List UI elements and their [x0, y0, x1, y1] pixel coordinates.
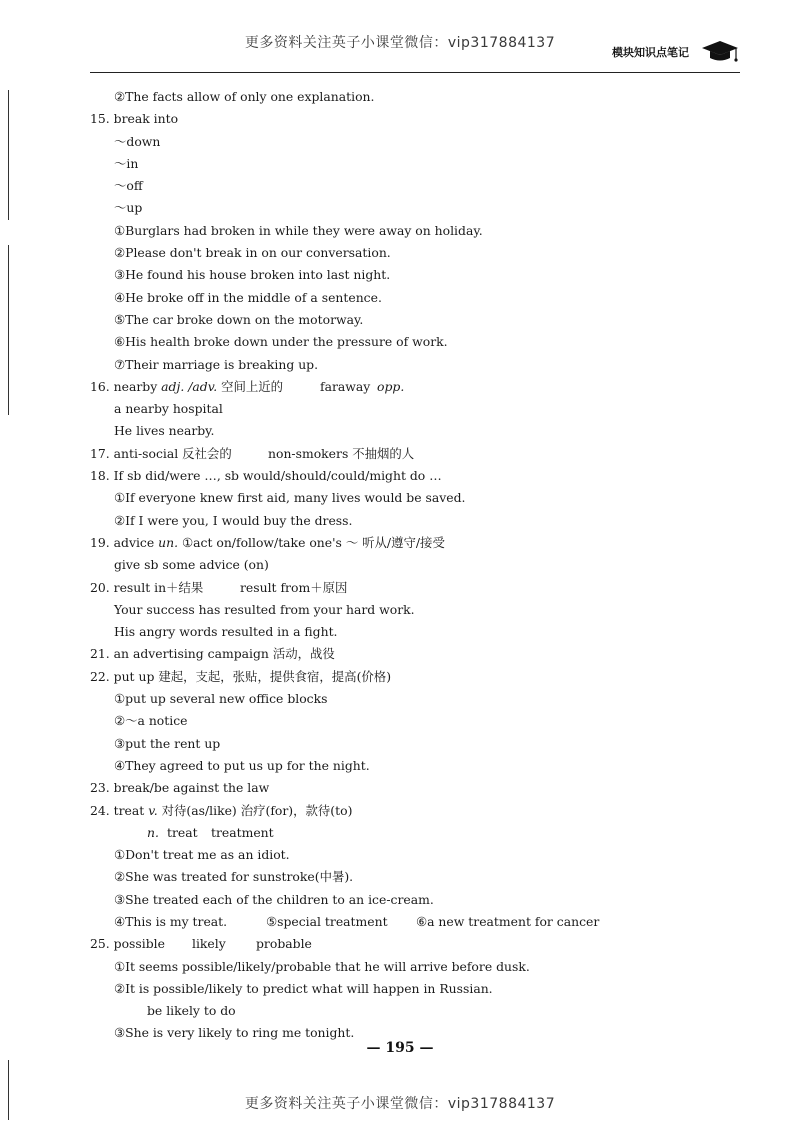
example-line: ⑥His health broke down under the pressure of work. [114, 334, 448, 350]
phrase-line: be likely to do [147, 1003, 236, 1019]
example-line: ①If everyone knew first aid, many lives would be saved. [114, 490, 466, 506]
entry-term: 16. nearby [90, 378, 158, 394]
entry-heading [90, 443, 740, 465]
phrase-line: ～down [114, 133, 161, 149]
entry-heading: 22. put up 建起，支起，张贴，提供食宿，提高(价格) [90, 668, 392, 684]
header-rule [90, 72, 740, 73]
example-line: a nearby hospital [114, 401, 223, 417]
example-line: ①Don't treat me as an idiot. [114, 847, 290, 863]
header-badge: 模块知识点笔记 [612, 46, 689, 59]
entry-term: 25. possible [90, 936, 165, 952]
part-of-speech: adj. /adv. [161, 378, 218, 394]
example-line [90, 911, 740, 933]
example-line: ②It is possible/likely to predict what will happen in Russian. [114, 980, 493, 996]
part-of-speech: v. [148, 802, 158, 818]
example-line: ④They agreed to put us up for the night. [114, 757, 370, 773]
example-item: ⑥a new treatment for cancer [416, 913, 600, 929]
example-line: ②Please don't break in on our conversation. [114, 245, 391, 261]
noun-forms-line [90, 822, 740, 844]
graduation-cap-icon [700, 38, 740, 64]
entry-heading [90, 376, 740, 398]
entry-term: non-smokers 不抽烟的人 [268, 445, 415, 461]
antonym-label: opp. [377, 378, 405, 394]
example-line: ③He found his house broken into last night. [114, 267, 391, 283]
entry-term: 17. anti-social 反社会的 [90, 445, 232, 461]
example-line: ②She was treated for sunstroke(中暑). [114, 869, 354, 885]
noun-form: treat [167, 824, 198, 840]
entry-term: probable [256, 936, 312, 952]
entry-term: result from＋原因 [240, 579, 348, 595]
phrase-line: ～up [114, 200, 143, 216]
part-of-speech: un. [158, 534, 179, 550]
part-of-speech: n. [147, 824, 159, 840]
notes-content [90, 86, 740, 1045]
example-line: Your success has resulted from your hard work. [114, 601, 415, 617]
example-line: ③She treated each of the children to an ice-cream. [114, 891, 434, 907]
entry-heading [90, 532, 740, 554]
example-line: ②If I were you, I would buy the dress. [114, 512, 353, 528]
left-margin-line [8, 90, 9, 220]
example-line: ②～a notice [114, 713, 188, 729]
example-line: ④He broke off in the middle of a sentence. [114, 289, 382, 305]
example-line: ①Burglars had broken in while they were away on holiday. [114, 222, 483, 238]
example-line: ①It seems possible/likely/probable that he will arrive before dusk. [114, 958, 530, 974]
entry-gloss: 对待(as/like) 治疗(for)，款待(to) [161, 802, 353, 818]
entry-term: 20. result in＋结果 [90, 579, 204, 595]
example-line: ⑤The car broke down on the motorway. [114, 311, 364, 327]
example-line: ②The facts allow of only one explanation. [114, 89, 375, 104]
example-line: ③put the rent up [114, 735, 221, 751]
entry-term: likely [192, 936, 226, 952]
example-item: ④This is my treat. [114, 913, 228, 929]
watermark-bottom: 更多资料关注英子小课堂微信：vip317884137 [244, 1096, 556, 1112]
entry-heading: 15. break into [90, 111, 179, 127]
entry-term: 19. advice [90, 534, 155, 550]
watermark-top: 更多资料关注英子小课堂微信：vip317884137 [244, 35, 556, 51]
entry-heading: 21. an advertising campaign 活动，战役 [90, 646, 335, 662]
example-line: ①put up several new office blocks [114, 691, 328, 707]
entry-term: 24. treat [90, 802, 145, 818]
left-margin-line [8, 245, 9, 415]
example-line: ⑦Their marriage is breaking up. [114, 356, 319, 372]
entry-heading [90, 933, 740, 955]
example-item: ⑤special treatment [266, 913, 388, 929]
entry-gloss: ①act on/follow/take one's ～ 听从/遵守/接受 [182, 534, 445, 550]
noun-form: treatment [211, 824, 274, 840]
example-line: give sb some advice (on) [114, 557, 269, 573]
entry-gloss: 空间上近的 [221, 378, 284, 394]
phrase-line: ～in [114, 155, 139, 171]
example-line: ③She is very likely to ring me tonight. [114, 1025, 355, 1041]
page-number: — 195 — [366, 1040, 434, 1056]
antonym: faraway [320, 378, 371, 394]
phrase-line: ～off [114, 178, 143, 194]
entry-heading [90, 577, 740, 599]
example-line: His angry words resulted in a fight. [114, 624, 338, 640]
entry-heading: 23. break/be against the law [90, 780, 270, 796]
entry-heading: 18. If sb did/were …, sb would/should/could/might do … [90, 468, 442, 484]
entry-heading [90, 800, 740, 822]
example-line: He lives nearby. [114, 423, 215, 439]
